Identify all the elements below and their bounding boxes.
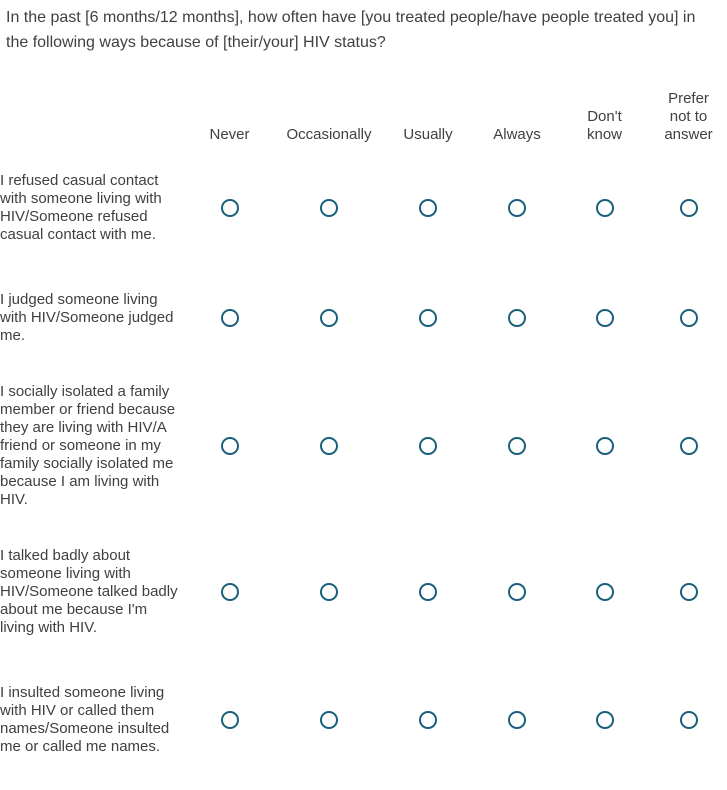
radio-always[interactable] <box>508 711 526 729</box>
column-header-always: Always <box>493 126 541 143</box>
column-header-dont-know: Don't know <box>586 108 623 143</box>
radio-prefer-not-to-answer[interactable] <box>680 309 698 327</box>
radio-prefer-not-to-answer[interactable] <box>680 711 698 729</box>
matrix-row-talked-badly <box>0 528 727 656</box>
option-cell-always <box>475 656 559 784</box>
option-cell-dont-know <box>559 364 650 528</box>
radio-usually[interactable] <box>419 711 437 729</box>
option-cell-prefer-not-to-answer <box>650 528 727 656</box>
option-cell-dont-know <box>559 528 650 656</box>
option-cell-prefer-not-to-answer <box>650 364 727 528</box>
radio-occasionally[interactable] <box>320 711 338 729</box>
option-cell-never <box>182 364 277 528</box>
radio-never[interactable] <box>221 583 239 601</box>
likert-matrix <box>0 84 727 784</box>
statement-label: I insulted someone living with HIV or called them names/Someone insulted me or called me names. <box>0 684 170 755</box>
radio-never[interactable] <box>221 437 239 455</box>
option-cell-always <box>475 144 559 272</box>
radio-always[interactable] <box>508 199 526 217</box>
statement-label: I judged someone living with HIV/Someone judged me. <box>0 291 174 344</box>
option-cell-always <box>475 528 559 656</box>
option-cell-usually <box>381 272 475 364</box>
option-cell-always <box>475 364 559 528</box>
option-cell-occasionally <box>277 144 381 272</box>
radio-prefer-not-to-answer[interactable] <box>680 437 698 455</box>
option-cell-never <box>182 656 277 784</box>
option-cell-usually <box>381 144 475 272</box>
radio-always[interactable] <box>508 437 526 455</box>
radio-dont-know[interactable] <box>596 437 614 455</box>
option-cell-usually <box>381 656 475 784</box>
option-cell-never <box>182 144 277 272</box>
column-header-prefer-not-to-answer: Prefer not to answer <box>664 90 713 143</box>
radio-prefer-not-to-answer[interactable] <box>680 199 698 217</box>
radio-usually[interactable] <box>419 437 437 455</box>
radio-dont-know[interactable] <box>596 199 614 217</box>
radio-usually[interactable] <box>419 583 437 601</box>
radio-usually[interactable] <box>419 199 437 217</box>
radio-always[interactable] <box>508 309 526 327</box>
radio-dont-know[interactable] <box>596 711 614 729</box>
column-header-never: Never <box>209 126 250 143</box>
column-header-usually: Usually <box>403 126 453 143</box>
radio-prefer-not-to-answer[interactable] <box>680 583 698 601</box>
radio-usually[interactable] <box>419 309 437 327</box>
radio-never[interactable] <box>221 711 239 729</box>
matrix-row-judged <box>0 272 727 364</box>
header-spacer <box>0 84 182 144</box>
option-cell-occasionally <box>277 656 381 784</box>
statement-label: I refused casual contact with someone living with HIV/Someone refused casual contact with me. <box>0 172 162 243</box>
option-cell-occasionally <box>277 364 381 528</box>
statement-label: I talked badly about someone living with HIV/Someone talked badly about me because I'm living with HIV. <box>0 547 178 636</box>
option-cell-occasionally <box>277 272 381 364</box>
option-cell-prefer-not-to-answer <box>650 144 727 272</box>
matrix-row-insulted <box>0 656 727 784</box>
matrix-row-socially-isolated <box>0 364 727 528</box>
option-cell-usually <box>381 364 475 528</box>
statement-label: I socially isolated a family member or friend because they are living with HIV/A friend or someone in my family socially isolated me because I am living with HIV. <box>0 383 176 508</box>
radio-never[interactable] <box>221 309 239 327</box>
option-cell-prefer-not-to-answer <box>650 272 727 364</box>
option-cell-prefer-not-to-answer <box>650 656 727 784</box>
option-cell-occasionally <box>277 528 381 656</box>
radio-dont-know[interactable] <box>596 309 614 327</box>
option-cell-never <box>182 528 277 656</box>
question-text: In the past [6 months/12 months], how often have [you treated people/have people treated you] in the following ways because of [their/your] HIV status? <box>6 9 696 51</box>
option-cell-always <box>475 272 559 364</box>
radio-occasionally[interactable] <box>320 437 338 455</box>
radio-occasionally[interactable] <box>320 199 338 217</box>
radio-occasionally[interactable] <box>320 583 338 601</box>
column-header-occasionally: Occasionally <box>286 126 372 143</box>
radio-always[interactable] <box>508 583 526 601</box>
radio-occasionally[interactable] <box>320 309 338 327</box>
header-row <box>0 84 727 144</box>
option-cell-dont-know <box>559 656 650 784</box>
option-cell-dont-know <box>559 144 650 272</box>
matrix-row-casual-contact <box>0 144 727 272</box>
radio-never[interactable] <box>221 199 239 217</box>
option-cell-dont-know <box>559 272 650 364</box>
option-cell-never <box>182 272 277 364</box>
radio-dont-know[interactable] <box>596 583 614 601</box>
option-cell-usually <box>381 528 475 656</box>
